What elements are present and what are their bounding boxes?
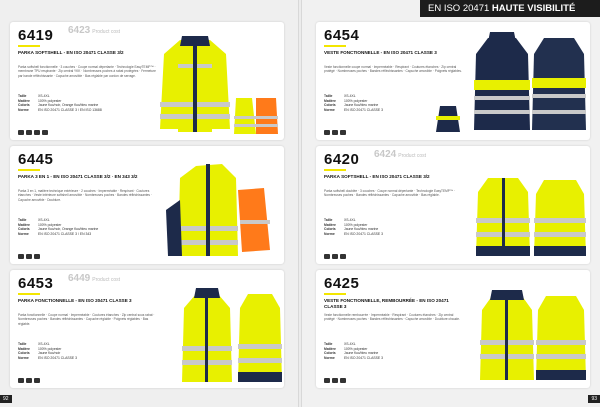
accent-line: [324, 293, 346, 295]
product-description: Parka 3 en 1, matière technique extérieure · 2 couches · Imperméable · Respirant · Coutures étanches · Veste intérieure softshell amovible · Nombreuses poches · Bandes réfléchissantes · Capuche amovible · Doublure.: [18, 189, 152, 202]
product-description: Parka fonctionnelle · Coupe normal · Imperméable · Coutures étanches · Zip central sous rabat · Nombreuses poches · Bandes réfléchissantes · Capuche réglable · Poignets réglables · Bas réglable.: [18, 313, 155, 326]
care-icons: [324, 130, 346, 135]
product-ref: 6425: [324, 275, 360, 292]
ghost-ref: 6423 Product cost: [68, 25, 121, 36]
accent-line: [324, 45, 346, 47]
product-specs: Taille XS-4XL Matière 100% polyester Coloris Jaune fluo/noir Norme EN ISO 20471 CLASSE 3: [18, 342, 78, 360]
product-specs: Taille XS-4XL Matière 100% polyester Coloris Jaune fluo/noir, Orange fluo/bleu marine Norme EN ISO 20471 CLASSE 3 / EN ISO 13688: [18, 94, 102, 112]
product-card-6420[interactable]: [316, 146, 590, 264]
jacket-image-yellow-parka-back: [238, 288, 282, 384]
care-icons: [18, 130, 48, 135]
jacket-image-3in1: [166, 160, 278, 260]
product-card-6454[interactable]: [316, 22, 590, 140]
jacket-image-small: [436, 104, 460, 134]
product-description: Veste fonctionnelle rembourrée · Imperméable · Respirant · Coutures étanches · Zip central protégé · Nombreuses poches · Bandes réfléchissantes · Capuche amovible · Doublure chaude.: [324, 313, 460, 322]
product-title: PARKA SOFTSHELL - EN ISO 20471 CLASSE 3/2: [18, 50, 124, 55]
care-icons: [18, 254, 40, 259]
ghost-ref: 6424 Product cost: [374, 149, 427, 160]
jacket-image-orange: [232, 94, 280, 136]
product-card-6419[interactable]: [10, 22, 284, 140]
jacket-image-padded-back: [536, 292, 586, 382]
product-title: VESTE FONCTIONNELLE, REMBOURRÉE - EN ISO 20471 CLASSE 3: [324, 298, 449, 309]
ghost-ref: 6449 Product cost: [68, 273, 121, 284]
page-number-right: 93: [588, 395, 600, 403]
header-standard: EN ISO 20471: [428, 3, 490, 14]
product-specs: Taille XS-4XL Matière 100% polyester Coloris Jaune fluo/bleu marine Norme EN ISO 20471 CLASSE 3: [324, 342, 384, 360]
product-ref: 6454: [324, 27, 360, 44]
product-description: Parka softshell fonctionnelle · 3 couches · Coupe normal déperlante · Technologie EasyTEMP™ · membrane TPU respirante · Zip central YKK · Nombreuses poches à rabat protégées · Fermeture par bande réfléchissante · Capuche amovible · Bas réglable par cordon de serrage.: [18, 65, 156, 78]
accent-line: [324, 169, 346, 171]
accent-line: [18, 169, 40, 171]
jacket-image-yellow-parka: [182, 286, 232, 384]
jacket-image-navy-back: [532, 32, 586, 132]
product-title: PARKA 3 EN 1 - EN ISO 20471 CLASSE 3/2 · EN 343 3/2: [18, 174, 138, 179]
product-ref: 6419: [18, 27, 54, 44]
product-title: PARKA SOFTSHELL - EN ISO 20471 CLASSE 3/2: [324, 174, 430, 179]
care-icons: [324, 254, 346, 259]
product-specs: Taille XS-4XL Matière 100% polyester Coloris Jaune fluo/bleu marine Norme EN ISO 20471 CLASSE 3: [324, 94, 384, 112]
header-label: HAUTE VISIBILITÉ: [491, 3, 576, 14]
jacket-image-yellow-softshell: [476, 174, 530, 258]
product-title: PARKA FONCTIONNELLE - EN ISO 20471 CLASSE 3: [18, 298, 132, 303]
accent-line: [18, 293, 40, 295]
care-icons: [324, 378, 346, 383]
jacket-image-padded-front: [480, 290, 534, 382]
section-header: [420, 0, 600, 17]
page-gutter: [298, 0, 302, 407]
product-ref: 6420: [324, 151, 360, 168]
product-card-6445[interactable]: [10, 146, 284, 264]
product-specs: Taille XS-4XL Matière 100% polyester Coloris Jaune fluo/bleu marine Norme EN ISO 20471 CLASSE 3: [324, 218, 384, 236]
page-number-left: 92: [0, 395, 12, 403]
product-ref: 6445: [18, 151, 54, 168]
accent-line: [18, 45, 40, 47]
product-ref: 6453: [18, 275, 54, 292]
jacket-image-yellow-softshell-back: [534, 176, 586, 258]
product-description: Parka softshell doublée · 3 couches · Coupe normal déperlante · Technologie EasyTEMP™ · Nombreuses poches · Bandes réfléchissantes · Capuche amovible · Bas réglable.: [324, 189, 456, 198]
product-specs: Taille XS-4XL Matière 100% polyester Coloris Jaune fluo/noir, Orange fluo/bleu marine Norme EN ISO 20471 CLASSE 3 / EN 343: [18, 218, 99, 236]
jacket-image-yellow: [160, 34, 230, 134]
jacket-image-navy-front: [474, 32, 530, 132]
product-description: Veste fonctionnelle coupe normal · Imperméable · Respirant · Coutures étanches · Zip central protégé · Nombreuses poches · Bandes réfléchissantes · Capuche amovible · Poignets réglables.: [324, 65, 462, 74]
care-icons: [18, 378, 40, 383]
product-card-6453[interactable]: [10, 270, 284, 388]
product-title: VESTE FONCTIONNELLE - EN ISO 20471 CLASSE 3: [324, 50, 437, 55]
product-card-6425[interactable]: [316, 270, 590, 388]
